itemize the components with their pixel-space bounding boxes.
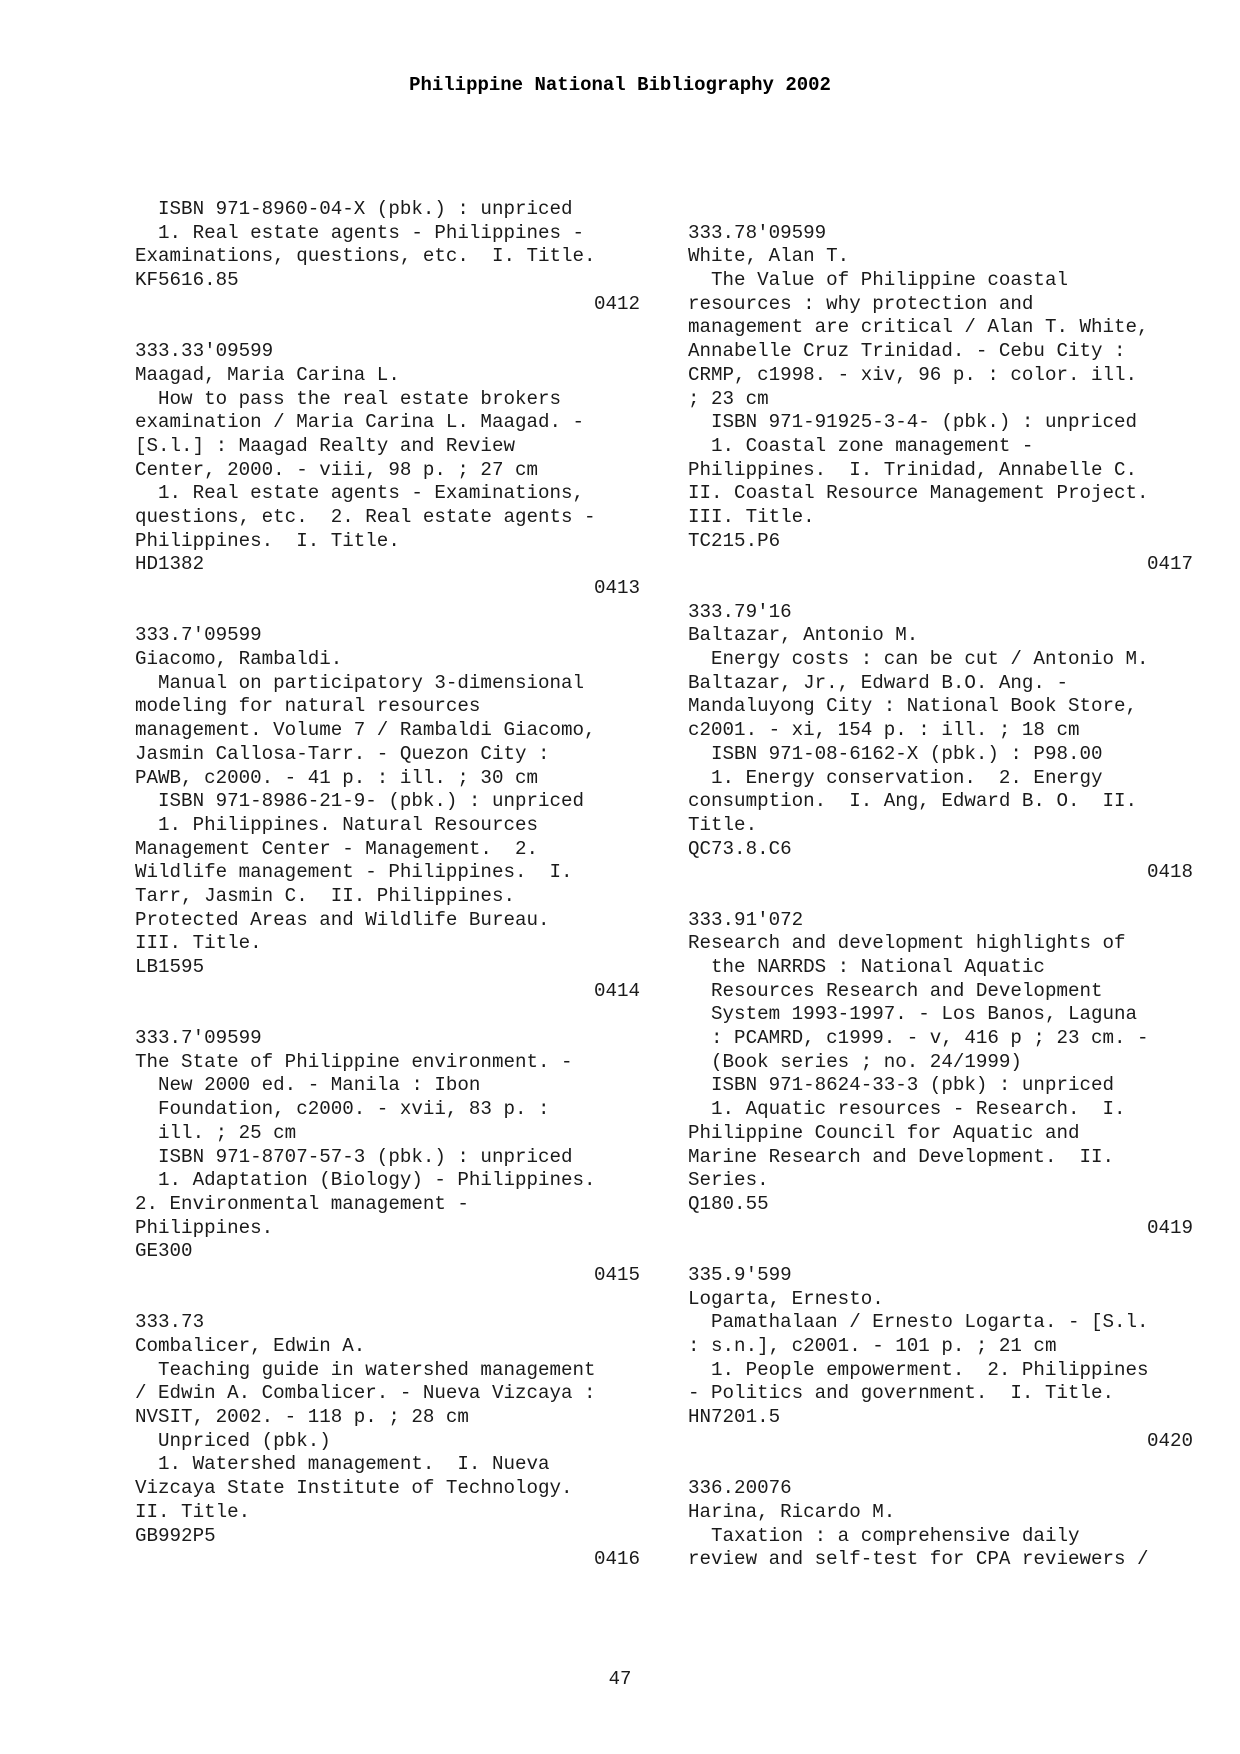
- entry-line: QC73.8.C6: [688, 837, 792, 860]
- entry-line: III. Title.: [135, 932, 262, 955]
- entry-line: ISBN 971-8707-57-3 (pbk.) : unpriced: [135, 1145, 573, 1168]
- entry-line: Protected Areas and Wildlife Bureau.: [135, 908, 550, 931]
- entry-line: Marine Research and Development. II.: [688, 1145, 1115, 1168]
- entry-line: 333.91'072: [688, 908, 804, 931]
- entry-line: Harina, Ricardo M.: [688, 1500, 896, 1523]
- entry-line: Management Center - Management. 2.: [135, 837, 539, 860]
- entry-number: 0413: [593, 577, 640, 599]
- entry-line: [S.l.] : Maagad Realty and Review: [135, 434, 515, 457]
- entry-number: 0414: [593, 979, 640, 1002]
- bibliography-entry: [135, 340, 640, 624]
- bibliography-entry: [688, 198, 1193, 601]
- entry-line: 1. Real estate agents - Examinations,: [135, 482, 585, 505]
- entry-line: Combalicer, Edwin A.: [135, 1335, 366, 1357]
- entry-line: Tarr, Jasmin C. II. Philippines.: [135, 884, 515, 907]
- entry-line: ISBN 971-8960-04-X (pbk.) : unpriced: [135, 198, 573, 220]
- bibliography-entry: [135, 1311, 640, 1595]
- entry-line: c2001. - xi, 154 p. : ill. ; 18 cm: [688, 719, 1080, 742]
- page-title: Philippine National Bibliography 2002: [409, 74, 831, 96]
- entry-line: Examinations, questions, etc. I. Title.: [135, 245, 596, 268]
- entry-line: Center, 2000. - viii, 98 p. ; 27 cm: [135, 458, 539, 481]
- entry-line: Series.: [688, 1169, 769, 1192]
- entry-line: 1. Philippines. Natural Resources: [135, 813, 539, 836]
- entry-line: Title.: [688, 813, 758, 836]
- bibliography-entry: [688, 1264, 1193, 1477]
- entry-number: 0419: [1146, 1216, 1193, 1239]
- entry-line: 1. Aquatic resources - Research. I.: [688, 1098, 1126, 1121]
- entry-line: Philippines.: [135, 1216, 274, 1239]
- entry-line: (Book series ; no. 24/1999): [688, 1050, 1022, 1073]
- entry-number: 0417: [1146, 553, 1193, 576]
- entry-line: Resources Research and Development: [688, 979, 1103, 1002]
- entry-line: : s.n.], c2001. - 101 p. ; 21 cm: [688, 1335, 1057, 1357]
- entry-number: 0415: [593, 1263, 640, 1286]
- entry-line: Unpriced (pbk.): [135, 1429, 331, 1452]
- entry-line: 1. People empowerment. 2. Philippines: [688, 1358, 1149, 1381]
- entry-line: NVSIT, 2002. - 118 p. ; 28 cm: [135, 1406, 469, 1429]
- entry-line: Mandaluyong City : National Book Store,: [688, 695, 1138, 718]
- right-column: [688, 198, 1193, 1572]
- entry-line: Foundation, c2000. - xvii, 83 p. :: [135, 1098, 550, 1121]
- entry-line: LB1595: [135, 956, 205, 978]
- entry-line: ; 23 cm: [688, 387, 769, 410]
- entry-line: White, Alan T.: [688, 245, 850, 268]
- bibliography-entry: [135, 1027, 640, 1311]
- entry-line: / Edwin A. Combalicer. - Nueva Vizcaya :: [135, 1382, 596, 1405]
- entry-line: Teaching guide in watershed management: [135, 1358, 596, 1381]
- entry-number: 0416: [593, 1548, 640, 1571]
- entry-line: How to pass the real estate brokers: [135, 387, 562, 410]
- entry-line: III. Title.: [688, 505, 815, 528]
- entry-line: GB992P5: [135, 1524, 216, 1547]
- entry-line: Giacomo, Rambaldi.: [135, 648, 343, 671]
- entry-line: System 1993-1997. - Los Banos, Laguna: [688, 1003, 1138, 1026]
- left-column: [135, 198, 640, 1596]
- entry-line: 335.9'599: [688, 1263, 792, 1286]
- page-number: 47: [608, 1668, 632, 1690]
- bibliography-entry: [135, 624, 640, 1027]
- entry-line: Philippines. I. Trinidad, Annabelle C.: [688, 458, 1138, 481]
- entry-number: 0420: [1146, 1429, 1193, 1452]
- entry-line: 1. Real estate agents - Philippines -: [135, 221, 585, 244]
- entry-line: Logarta, Ernesto.: [688, 1287, 884, 1310]
- entry-line: GE300: [135, 1240, 193, 1263]
- entry-line: ISBN 971-8986-21-9- (pbk.) : unpriced: [135, 790, 585, 813]
- bibliography-entry: [688, 1477, 1193, 1572]
- entry-line: 336.20076: [688, 1477, 792, 1500]
- entry-line: 333.79'16: [688, 600, 792, 623]
- entry-line: management. Volume 7 / Rambaldi Giacomo,: [135, 719, 596, 742]
- entry-line: Energy costs : can be cut / Antonio M.: [688, 648, 1149, 671]
- entry-line: Vizcaya State Institute of Technology.: [135, 1477, 573, 1500]
- entry-line: Baltazar, Jr., Edward B.O. Ang. -: [688, 671, 1068, 694]
- entry-line: 333.73: [135, 1311, 205, 1334]
- entry-line: TC215.P6: [688, 529, 781, 552]
- entry-number: 0418: [1146, 861, 1193, 884]
- entry-line: Philippines. I. Title.: [135, 529, 400, 552]
- entry-line: the NARRDS : National Aquatic: [688, 956, 1045, 978]
- entry-line: Annabelle Cruz Trinidad. - Cebu City :: [688, 340, 1126, 363]
- entry-line: Q180.55: [688, 1192, 769, 1215]
- entry-line: examination / Maria Carina L. Maagad. -: [135, 411, 585, 434]
- entry-line: Pamathalaan / Ernesto Logarta. - [S.l.: [688, 1311, 1149, 1334]
- bibliography-entry: [688, 601, 1193, 909]
- entry-line: II. Title.: [135, 1500, 251, 1523]
- entry-line: resources : why protection and: [688, 292, 1034, 315]
- entry-line: - Politics and government. I. Title.: [688, 1382, 1115, 1405]
- entry-line: : PCAMRD, c1999. - v, 416 p ; 23 cm. -: [688, 1027, 1149, 1050]
- entry-line: Jasmin Callosa-Tarr. - Quezon City :: [135, 742, 550, 765]
- entry-line: 333.33'09599: [135, 340, 274, 363]
- entry-line: management are critical / Alan T. White,: [688, 316, 1149, 339]
- entry-line: Baltazar, Antonio M.: [688, 624, 919, 647]
- entry-line: Wildlife management - Philippines. I.: [135, 861, 573, 884]
- entry-line: consumption. I. Ang, Edward B. O. II.: [688, 790, 1138, 813]
- entry-line: PAWB, c2000. - 41 p. : ill. ; 30 cm: [135, 766, 539, 789]
- entry-line: modeling for natural resources: [135, 695, 481, 718]
- entry-line: 1. Watershed management. I. Nueva: [135, 1453, 550, 1476]
- entry-line: HN7201.5: [688, 1406, 781, 1429]
- bibliography-entry: [688, 909, 1193, 1264]
- entry-line: KF5616.85: [135, 269, 239, 292]
- entry-line: CRMP, c1998. - xiv, 96 p. : color. ill.: [688, 363, 1138, 386]
- entry-line: ISBN 971-91925-3-4- (pbk.) : unpriced: [688, 411, 1138, 434]
- entry-line: Taxation : a comprehensive daily: [688, 1524, 1080, 1547]
- entry-line: 333.78'09599: [688, 221, 827, 244]
- entry-line: review and self-test for CPA reviewers /: [688, 1548, 1149, 1571]
- entry-line: HD1382: [135, 553, 205, 576]
- entry-line: Philippine Council for Aquatic and: [688, 1121, 1080, 1144]
- entry-line: The State of Philippine environment. -: [135, 1050, 573, 1073]
- entry-line: The Value of Philippine coastal: [688, 269, 1068, 292]
- entry-line: ill. ; 25 cm: [135, 1121, 297, 1144]
- entry-line: questions, etc. 2. Real estate agents -: [135, 505, 596, 528]
- entry-line: Maagad, Maria Carina L.: [135, 363, 400, 386]
- entry-line: 333.7'09599: [135, 624, 262, 647]
- entry-line: ISBN 971-08-6162-X (pbk.) : P98.00: [688, 742, 1103, 765]
- entry-line: 1. Adaptation (Biology) - Philippines.: [135, 1169, 596, 1192]
- entry-line: 1. Coastal zone management -: [688, 434, 1034, 457]
- entry-number: 0412: [593, 292, 640, 315]
- bibliography-entry: [135, 198, 640, 340]
- entry-line: New 2000 ed. - Manila : Ibon: [135, 1074, 481, 1097]
- entry-line: [688, 198, 1193, 222]
- entry-line: II. Coastal Resource Management Project.: [688, 482, 1149, 505]
- entry-line: 2. Environmental management -: [135, 1192, 469, 1215]
- entry-line: ISBN 971-8624-33-3 (pbk) : unpriced: [688, 1074, 1115, 1097]
- entry-line: 333.7'09599: [135, 1027, 262, 1050]
- entry-line: 1. Energy conservation. 2. Energy: [688, 766, 1103, 789]
- entry-line: Research and development highlights of: [688, 932, 1126, 955]
- entry-line: Manual on participatory 3-dimensional: [135, 671, 585, 694]
